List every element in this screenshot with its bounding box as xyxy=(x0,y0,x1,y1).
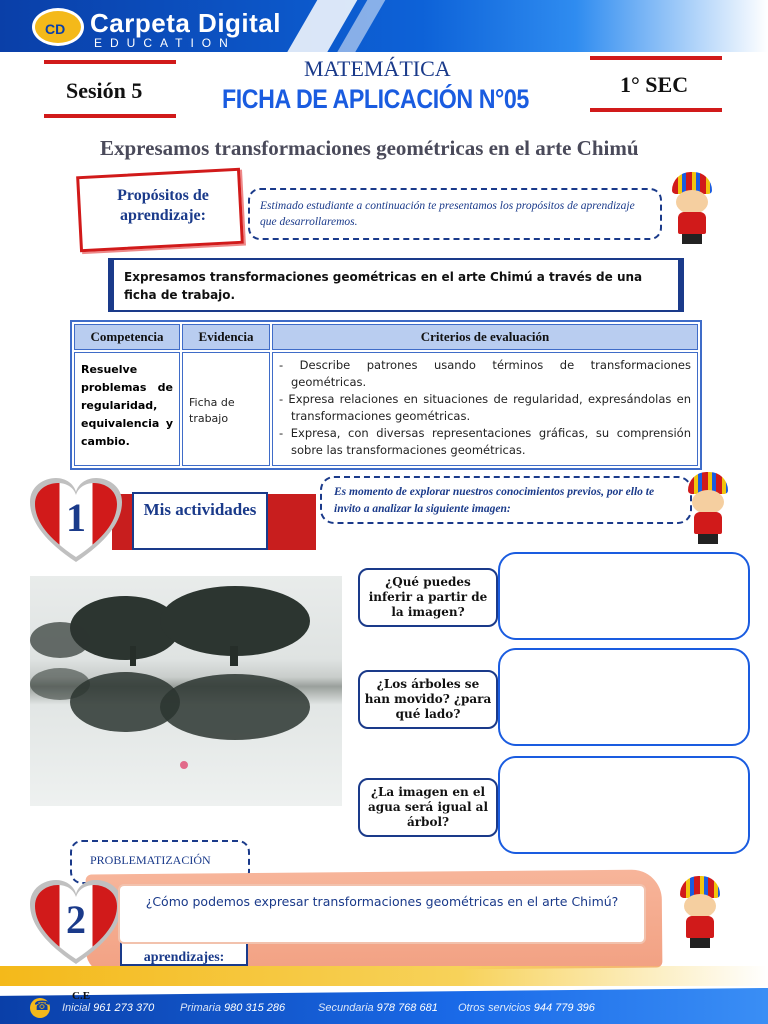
contact-item: Secundaria 978 768 681 xyxy=(318,1002,438,1014)
criteria-item: - Expresa relaciones en situaciones de regularidad, expresándolas en transformaciones geométricas. xyxy=(279,391,691,425)
answer-box[interactable] xyxy=(498,552,750,640)
student-mascot-icon xyxy=(680,472,736,544)
grade-box xyxy=(590,56,722,112)
session-label: Sesión 5 xyxy=(66,78,143,103)
phone-icon xyxy=(30,998,50,1018)
explore-note: Es momento de explorar nuestros conocimientos previos, por ello te invito a analizar la siguiente imagen: xyxy=(320,476,692,524)
table-header-competence: Competencia xyxy=(74,324,180,350)
student-mascot-icon xyxy=(672,876,728,948)
section-number: 1 xyxy=(66,495,86,540)
evidence-cell: Ficha de trabajo xyxy=(182,352,270,466)
contact-item: Inicial 961 273 370 xyxy=(62,1002,155,1014)
competence-cell: Resuelve problemas de regularidad, equivalencia y cambio. xyxy=(74,352,180,466)
purposes-note: Estimado estudiante a continuación te presentamos los propósitos de aprendizaje que desarrollaremos. xyxy=(248,188,662,240)
answer-box[interactable] xyxy=(498,756,750,854)
session-box xyxy=(44,60,176,118)
criteria-item: - Describe patrones usando términos de transformaciones geométricas. xyxy=(279,357,691,391)
sheet-title: FICHA DE APLICACIÓN N°05 xyxy=(222,84,529,114)
lake-reflection-image xyxy=(30,576,342,806)
brand-badge-text: CD xyxy=(45,21,66,37)
question-pill: ¿Qué puedes inferir a partir de la imagen? xyxy=(358,568,498,627)
grade-label: 1° SEC xyxy=(620,72,689,97)
footer-banner xyxy=(0,966,768,1024)
contact-item: Primaria 980 315 286 xyxy=(180,1002,286,1014)
table-header-evidence: Evidencia xyxy=(182,324,270,350)
answer-box[interactable] xyxy=(498,648,750,746)
page-heading: Expresamos transformaciones geométricas en el arte Chimú xyxy=(100,136,639,160)
learning-goal: Expresamos transformaciones geométricas en el arte Chimú a través de una ficha de trabajo. xyxy=(108,258,684,312)
brand-logo xyxy=(32,8,84,46)
question-pill: ¿Los árboles se han movido? ¿para qué lado? xyxy=(358,670,498,729)
section-number-heart xyxy=(30,880,122,966)
competence-table xyxy=(70,320,702,470)
table-header-criteria: Criterios de evaluación xyxy=(272,324,698,350)
brand-title: Carpeta Digital xyxy=(90,8,281,38)
criteria-cell xyxy=(272,352,698,466)
problem-question: ¿Cómo podemos expresar transformaciones geométricas en el arte Chimú? xyxy=(120,886,644,942)
section-number-heart xyxy=(30,478,122,564)
subject-title: MATEMÁTICA xyxy=(304,56,451,81)
purposes-label: Propósitos de aprendizaje: xyxy=(117,187,209,224)
problematization-tag: PROBLEMATIZACIÓN xyxy=(70,840,250,884)
brand-subtitle: EDUCATION xyxy=(94,36,236,50)
student-mascot-icon xyxy=(664,172,720,244)
criteria-item: - Expresa, con diversas representaciones gráficas, su comprensión sobre las transformaciones geométricas. xyxy=(279,425,691,459)
learning-ribbon: aprendizajes: xyxy=(120,938,248,966)
footer-code: C.E xyxy=(72,990,91,1002)
activities-label: Mis actividades xyxy=(132,492,268,550)
contact-item: Otros servicios 944 779 396 xyxy=(458,1002,595,1014)
question-pill: ¿La imagen en el agua será igual al árbol? xyxy=(358,778,498,837)
section-number: 2 xyxy=(66,897,86,942)
